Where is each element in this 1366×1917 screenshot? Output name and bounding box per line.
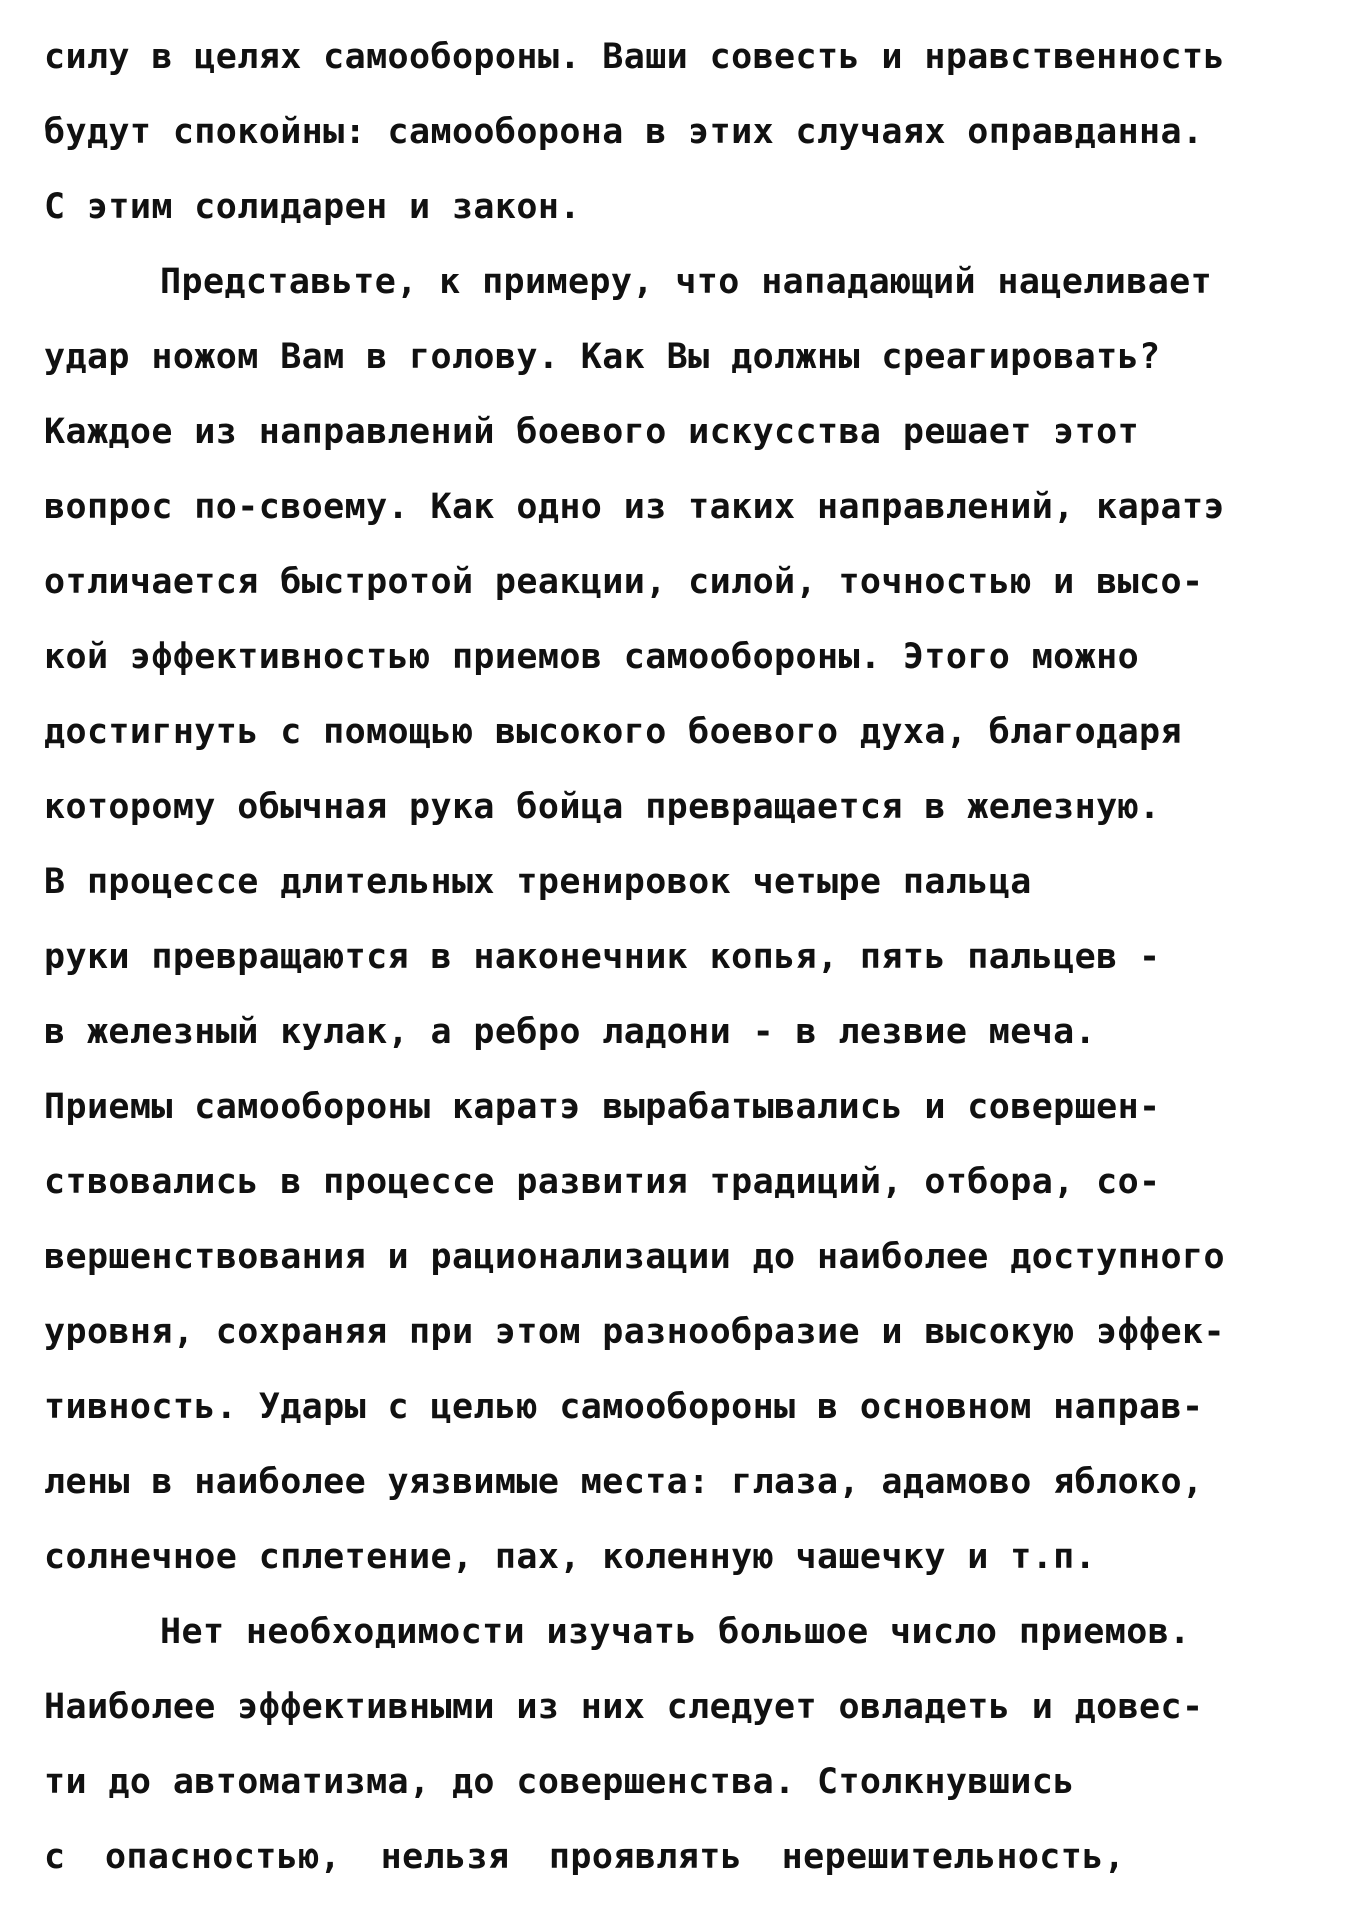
text-line: лены в наиболее уязвимые места: глаза, адамово яблоко,: [44, 1462, 1204, 1502]
text-line: силу в целях самообороны. Ваши совесть и нравственность: [44, 37, 1225, 77]
text-line: отличается быстротой реакции, силой, точностью и высо-: [44, 562, 1204, 602]
text-line: вопрос по-своему. Как одно из таких направлений, каратэ: [44, 487, 1225, 527]
text-line: в железный кулак, а ребро ладони - в лезвие меча.: [44, 1012, 1097, 1052]
text-line: удар ножом Вам в голову. Как Вы должны среагировать?: [44, 337, 1161, 377]
paragraph-3: [44, 1595, 1336, 1895]
text-line: вершенствования и рационализации до наиболее доступного: [44, 1237, 1225, 1277]
text-line: солнечное сплетение, пах, коленную чашечку и т.п.: [44, 1537, 1097, 1577]
text-line: Представьте, к примеру, что нападающий нацеливает: [160, 262, 1213, 302]
text-line: Каждое из направлений боевого искусства решает этот: [44, 412, 1140, 452]
text-line: ти до автоматизма, до совершенства. Столкнувшись: [44, 1762, 1075, 1802]
text-line: Приемы самообороны каратэ вырабатывались и совершен-: [44, 1087, 1161, 1127]
text-line: тивность. Удары с целью самообороны в основном направ-: [44, 1387, 1204, 1427]
text-line: С этим солидарен и закон.: [44, 187, 581, 227]
text-line: руки превращаются в наконечник копья, пять пальцев -: [44, 937, 1161, 977]
text-line: которому обычная рука бойца превращается в железную.: [44, 787, 1161, 827]
text-line: будут спокойны: самооборона в этих случаях оправданна.: [44, 112, 1204, 152]
text-line: достигнуть с помощью высокого боевого духа, благодаря: [44, 712, 1183, 752]
text-line: кой эффективностью приемов самообороны. Этого можно: [44, 637, 1140, 677]
text-line: Наиболее эффективными из них следует овладеть и довес-: [44, 1687, 1204, 1727]
text-line: Нет необходимости изучать большое число приемов.: [160, 1612, 1191, 1652]
text-line: уровня, сохраняя при этом разнообразие и высокую эффек-: [44, 1312, 1225, 1352]
text-line: ствовались в процессе развития традиций, отбора, со-: [44, 1162, 1161, 1202]
paragraph-1: [44, 20, 1336, 245]
text-line: с опасностью, нельзя проявлять нерешительность,: [44, 1837, 1126, 1877]
paragraph-2: [44, 245, 1336, 1595]
text-line: В процессе длительных тренировок четыре пальца: [44, 862, 1032, 902]
